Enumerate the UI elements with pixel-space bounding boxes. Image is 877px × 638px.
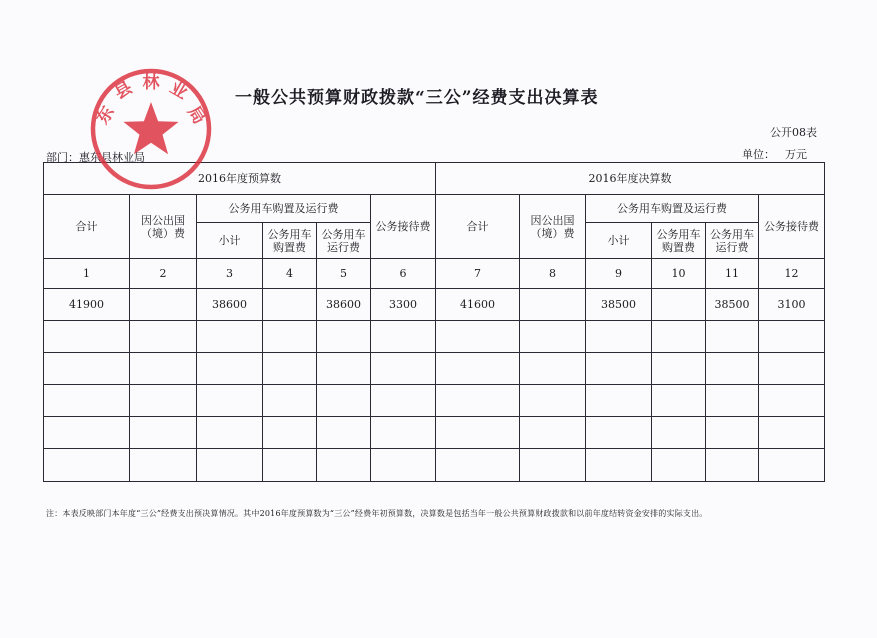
col-number: 7 (436, 259, 520, 289)
table-cell (436, 321, 520, 353)
col-number: 9 (586, 259, 652, 289)
header-budget-reception: 公务接待费 (371, 195, 436, 259)
table-cell: 41600 (436, 289, 520, 321)
table-cell (130, 321, 197, 353)
table-cell (317, 385, 371, 417)
table-cell: 3100 (759, 289, 825, 321)
table-cell (586, 353, 652, 385)
form-number: 公开08表 (770, 126, 817, 139)
col-number: 10 (652, 259, 706, 289)
table-cell (706, 353, 759, 385)
table-cell (197, 385, 263, 417)
expense-table (43, 162, 825, 482)
table-cell (371, 321, 436, 353)
table-cell (652, 353, 706, 385)
header-final-purchase: 公务用车购置费 (652, 223, 706, 259)
unit-value: 万元 (785, 148, 807, 161)
table-cell (706, 321, 759, 353)
table-cell (197, 353, 263, 385)
unit-line (742, 146, 807, 162)
table-cell (263, 449, 317, 482)
table-cell (371, 417, 436, 449)
table-cell (263, 321, 317, 353)
table-cell (759, 449, 825, 482)
svg-text:东: 东 (92, 102, 119, 128)
table-cell (652, 385, 706, 417)
table-cell (586, 449, 652, 482)
table-cell (317, 417, 371, 449)
table-cell (44, 417, 130, 449)
final-group-header: 2016年度决算数 (436, 163, 825, 195)
budget-group-header: 2016年度预算数 (44, 163, 436, 195)
table-cell (130, 353, 197, 385)
table-cell (197, 417, 263, 449)
header-final-reception: 公务接待费 (759, 195, 825, 259)
col-number: 11 (706, 259, 759, 289)
svg-text:林: 林 (142, 73, 160, 93)
footnote: 注：本表反映部门本年度“三公”经费支出预决算情况。其中2016年度预算数为“三公”经费年初预算数，决算数是包括当年一般公共预算财政拨款和以前年度结转资金安排的实际支出。 (46, 509, 708, 518)
table-cell (371, 449, 436, 482)
table-cell (263, 289, 317, 321)
table-cell (130, 449, 197, 482)
table-cell (586, 417, 652, 449)
table-cell (586, 385, 652, 417)
table-cell (520, 417, 586, 449)
table-cell (130, 289, 197, 321)
header-budget-purchase: 公务用车购置费 (263, 223, 317, 259)
table-cell (520, 321, 586, 353)
header-final-subtotal: 小计 (586, 223, 652, 259)
table-cell (263, 417, 317, 449)
department-label: 部门： (46, 151, 79, 164)
table-cell (263, 353, 317, 385)
col-number: 12 (759, 259, 825, 289)
header-final-abroad: 因公出国（境）费 (520, 195, 586, 259)
table-cell (371, 353, 436, 385)
header-budget-subtotal: 小计 (197, 223, 263, 259)
table-cell (130, 385, 197, 417)
col-number: 4 (263, 259, 317, 289)
table-row (44, 321, 825, 353)
table-cell (436, 449, 520, 482)
header-budget-abroad: 因公出国（境）费 (130, 195, 197, 259)
header-final-vehicle: 公务用车购置及运行费 (586, 195, 759, 223)
col-number: 5 (317, 259, 371, 289)
table-cell (197, 321, 263, 353)
header-final-total: 合计 (436, 195, 520, 259)
header-final-operation: 公务用车运行费 (706, 223, 759, 259)
table-cell (520, 353, 586, 385)
header-budget-total: 合计 (44, 195, 130, 259)
table-cell: 3300 (371, 289, 436, 321)
table-cell (520, 289, 586, 321)
table-cell (44, 449, 130, 482)
table-row (44, 289, 825, 321)
table-cell (759, 321, 825, 353)
column-header-row-1 (44, 195, 825, 223)
svg-text:业: 业 (166, 77, 191, 104)
table-cell (652, 417, 706, 449)
table-cell (652, 289, 706, 321)
col-number: 1 (44, 259, 130, 289)
table-cell (520, 385, 586, 417)
table-cell: 41900 (44, 289, 130, 321)
report-title: 一般公共预算财政拨款“三公”经费支出决算表 (235, 88, 599, 108)
table-cell: 38600 (197, 289, 263, 321)
table-cell (520, 449, 586, 482)
table-cell (706, 449, 759, 482)
table-cell: 38600 (317, 289, 371, 321)
table-cell (317, 449, 371, 482)
table-cell (44, 385, 130, 417)
svg-text:局: 局 (183, 102, 210, 128)
department-name: 惠东县林业局 (79, 151, 145, 164)
col-number: 3 (197, 259, 263, 289)
table-cell (317, 321, 371, 353)
unit-label: 单位： (742, 148, 775, 161)
table-cell (130, 417, 197, 449)
col-number: 8 (520, 259, 586, 289)
table-cell (371, 385, 436, 417)
header-budget-operation: 公务用车运行费 (317, 223, 371, 259)
table-cell: 38500 (586, 289, 652, 321)
table-cell (436, 385, 520, 417)
official-seal (88, 66, 214, 192)
table-row (44, 353, 825, 385)
svg-text:县: 县 (111, 77, 136, 104)
table-cell (759, 385, 825, 417)
table-row (44, 417, 825, 449)
table-cell (317, 353, 371, 385)
table-cell (263, 385, 317, 417)
col-number: 2 (130, 259, 197, 289)
table-cell (44, 321, 130, 353)
table-cell (759, 417, 825, 449)
table-cell (436, 417, 520, 449)
column-number-row (44, 259, 825, 289)
table-cell (197, 449, 263, 482)
table-cell (586, 321, 652, 353)
table-cell (706, 385, 759, 417)
seal-star-icon (123, 102, 178, 154)
table-row (44, 385, 825, 417)
col-number: 6 (371, 259, 436, 289)
table-cell: 38500 (706, 289, 759, 321)
table-row (44, 449, 825, 482)
header-budget-vehicle: 公务用车购置及运行费 (197, 195, 371, 223)
table-cell (652, 321, 706, 353)
table-cell (652, 449, 706, 482)
table-cell (759, 353, 825, 385)
table-cell (436, 353, 520, 385)
table-cell (706, 417, 759, 449)
table-cell (44, 353, 130, 385)
